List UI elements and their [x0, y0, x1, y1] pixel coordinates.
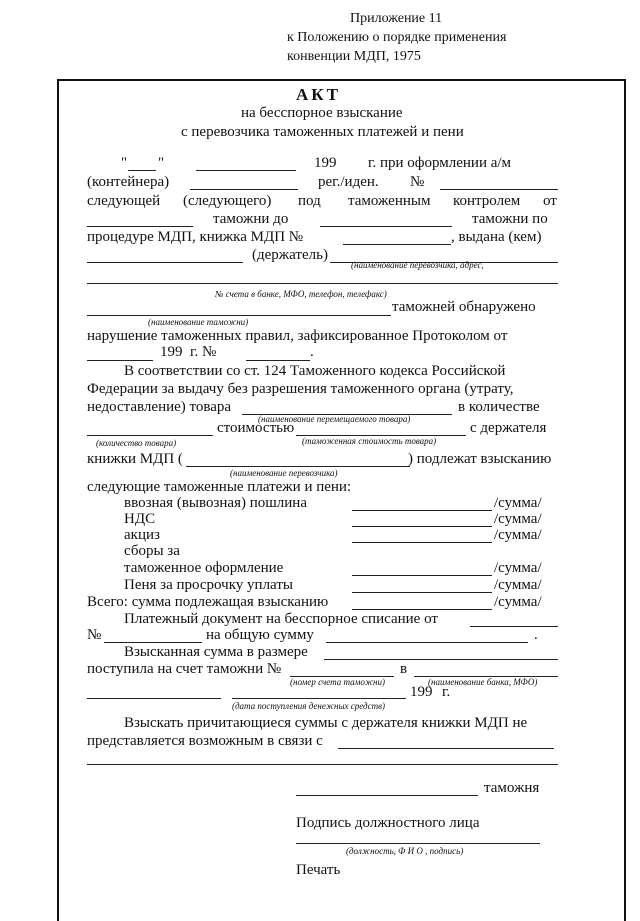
caption-account: № счета в банке, МФО, телефон, телефакс)	[215, 289, 387, 299]
goods-label: недоставление) товара	[87, 399, 232, 415]
origin-customs-field[interactable]	[87, 226, 193, 227]
word-under: под	[298, 193, 321, 209]
caption-bank: (наименование банка, МФО)	[428, 677, 538, 687]
word-next-alt: (следующего)	[183, 193, 272, 209]
collected-amount-label: Взысканная сумма в размере	[124, 644, 308, 660]
quote-close: "	[158, 155, 165, 171]
document-title: АКТ	[296, 85, 341, 104]
tir-carnet-label: процедуре МДП, книжка МДП №	[87, 229, 304, 245]
official-signature-label: Подпись должностного лица	[296, 815, 480, 831]
customs-signature-field[interactable]	[296, 795, 478, 796]
word-customs: таможенным	[348, 193, 431, 209]
holder-details-field[interactable]	[87, 283, 558, 284]
protocol-dot: .	[310, 344, 314, 360]
row1-tail: г. при оформлении а/м	[368, 155, 512, 171]
protocol-number-label: г. №	[190, 344, 217, 360]
carnet-number-field[interactable]	[343, 244, 451, 245]
payment-vat-label: НДС	[124, 511, 156, 527]
carnet-holder-label: книжки МДП (	[87, 451, 183, 467]
customs-by-label: таможни по	[472, 211, 548, 227]
reason-continued-field[interactable]	[87, 764, 558, 765]
payment-fees-label-1: сборы за	[124, 543, 180, 559]
destination-customs-field[interactable]	[320, 226, 452, 227]
receipt-year: 199	[410, 684, 433, 700]
payment-vat-field[interactable]	[352, 526, 492, 527]
bank-in-label: в	[400, 661, 408, 677]
reg-id-label: рег./иден.	[318, 174, 379, 190]
reason-field[interactable]	[338, 748, 554, 749]
document-subtitle-2: с перевозчика таможенных платежей и пени	[181, 124, 464, 140]
receipt-day-field[interactable]	[87, 698, 221, 699]
payment-number-sign: №	[87, 627, 102, 643]
appendix-number: Приложение 11	[350, 11, 443, 26]
receipt-year-suffix: г.	[442, 684, 451, 700]
reason-label: представляется возможным в связи с	[87, 733, 323, 749]
payment-document-label: Платежный документ на бесспорное списание от	[124, 611, 438, 627]
payment-fees-field[interactable]	[352, 575, 492, 576]
seal-label: Печать	[296, 862, 341, 878]
receipt-date-field[interactable]	[232, 698, 406, 699]
caption-value: (таможенная стоимость товара)	[302, 436, 437, 446]
protocol-date-field[interactable]	[87, 360, 153, 361]
sum-label: /сумма/	[494, 527, 542, 543]
value-label: стоимостью	[217, 420, 295, 436]
sum-label: /сумма/	[494, 594, 542, 610]
collection-impossible-text: Взыскать причитающиеся суммы с держателя книжки МДП не	[124, 715, 528, 731]
customs-name-field[interactable]	[87, 315, 391, 316]
appendix-convention: конвенции МДП, 1975	[287, 49, 421, 64]
payment-document-date-field[interactable]	[470, 626, 558, 627]
container-field[interactable]	[190, 189, 298, 190]
caption-carrier: (наименование перевозчика, адрес,	[351, 260, 484, 270]
credited-account-label: поступила на счет таможни №	[87, 661, 282, 677]
sum-label: /сумма/	[494, 560, 542, 576]
word-from: от	[543, 193, 557, 209]
payment-penalty-field[interactable]	[352, 592, 492, 593]
document-subtitle-1: на бесспорное взыскание	[241, 105, 403, 121]
day-field[interactable]	[128, 170, 156, 171]
article-text-1: В соответствии со ст. 124 Таможенного кодекса Российской	[124, 363, 506, 379]
quantity-label: в количестве	[458, 399, 540, 415]
payment-excise-field[interactable]	[352, 542, 492, 543]
caption-receipt-date: (дата поступления денежных средств)	[232, 701, 385, 711]
caption-position: (должность, Ф И О , подпись)	[346, 846, 464, 856]
payment-excise-label: акциз	[124, 527, 160, 543]
customs-detected-label: таможней обнаружено	[392, 299, 536, 315]
customs-label: таможня	[484, 780, 540, 796]
word-next: следующей	[87, 193, 161, 209]
payment-fees-label-2: таможенное оформление	[124, 560, 284, 576]
appendix-reference: к Положению о порядке применения	[287, 30, 507, 45]
reg-number-field[interactable]	[440, 189, 558, 190]
payments-heading: следующие таможенные платежи и пени:	[87, 479, 352, 495]
issuer-field[interactable]	[87, 262, 243, 263]
caption-quantity: (количество товара)	[96, 438, 177, 448]
payment-number-field[interactable]	[104, 642, 202, 643]
holder-label: (держатель)	[252, 247, 328, 263]
sum-label: /сумма/	[494, 577, 542, 593]
customs-to-label: таможни до	[213, 211, 289, 227]
caption-account-number: (номер счета таможни)	[290, 677, 385, 687]
year-prefix: 199	[314, 155, 337, 171]
subject-to-collection-label: ) подлежат взысканию	[408, 451, 552, 467]
payment-duty-field[interactable]	[352, 510, 492, 511]
issued-by-label: , выдана (кем)	[451, 229, 542, 245]
caption-carrier-name: (наименование перевозчика)	[230, 468, 338, 478]
total-amount-dot: .	[534, 627, 538, 643]
total-amount-label: на общую сумму	[206, 627, 314, 643]
official-signature-field[interactable]	[296, 843, 540, 844]
payment-penalty-label: Пеня за просрочку уплаты	[124, 577, 293, 593]
protocol-year: 199	[160, 344, 183, 360]
number-sign: №	[410, 174, 425, 190]
quote-open: "	[121, 155, 128, 171]
protocol-number-field[interactable]	[246, 360, 310, 361]
month-field[interactable]	[196, 170, 296, 171]
word-control: контролем	[453, 193, 521, 209]
carrier-name-field[interactable]	[186, 466, 410, 467]
article-text-2: Федерации за выдачу без разрешения таможенного органа (утрату,	[87, 381, 514, 397]
caption-goods: (наименование перемещаемого товара)	[258, 414, 411, 424]
holder-from-label: с держателя	[470, 420, 547, 436]
collected-amount-field[interactable]	[324, 659, 558, 660]
payment-duty-label: ввозная (вывозная) пошлина	[124, 495, 307, 511]
sum-label: /сумма/	[494, 511, 542, 527]
violation-text: нарушение таможенных правил, зафиксированное Протоколом от	[87, 328, 508, 344]
payment-total-label: Всего: сумма подлежащая взысканию	[87, 594, 329, 610]
payment-total-field[interactable]	[352, 609, 492, 610]
total-amount-field[interactable]	[326, 642, 528, 643]
container-label: (контейнера)	[87, 174, 170, 190]
caption-customs: (наименование таможни)	[148, 317, 249, 327]
quantity-field[interactable]	[87, 435, 213, 436]
sum-label: /сумма/	[494, 495, 542, 511]
